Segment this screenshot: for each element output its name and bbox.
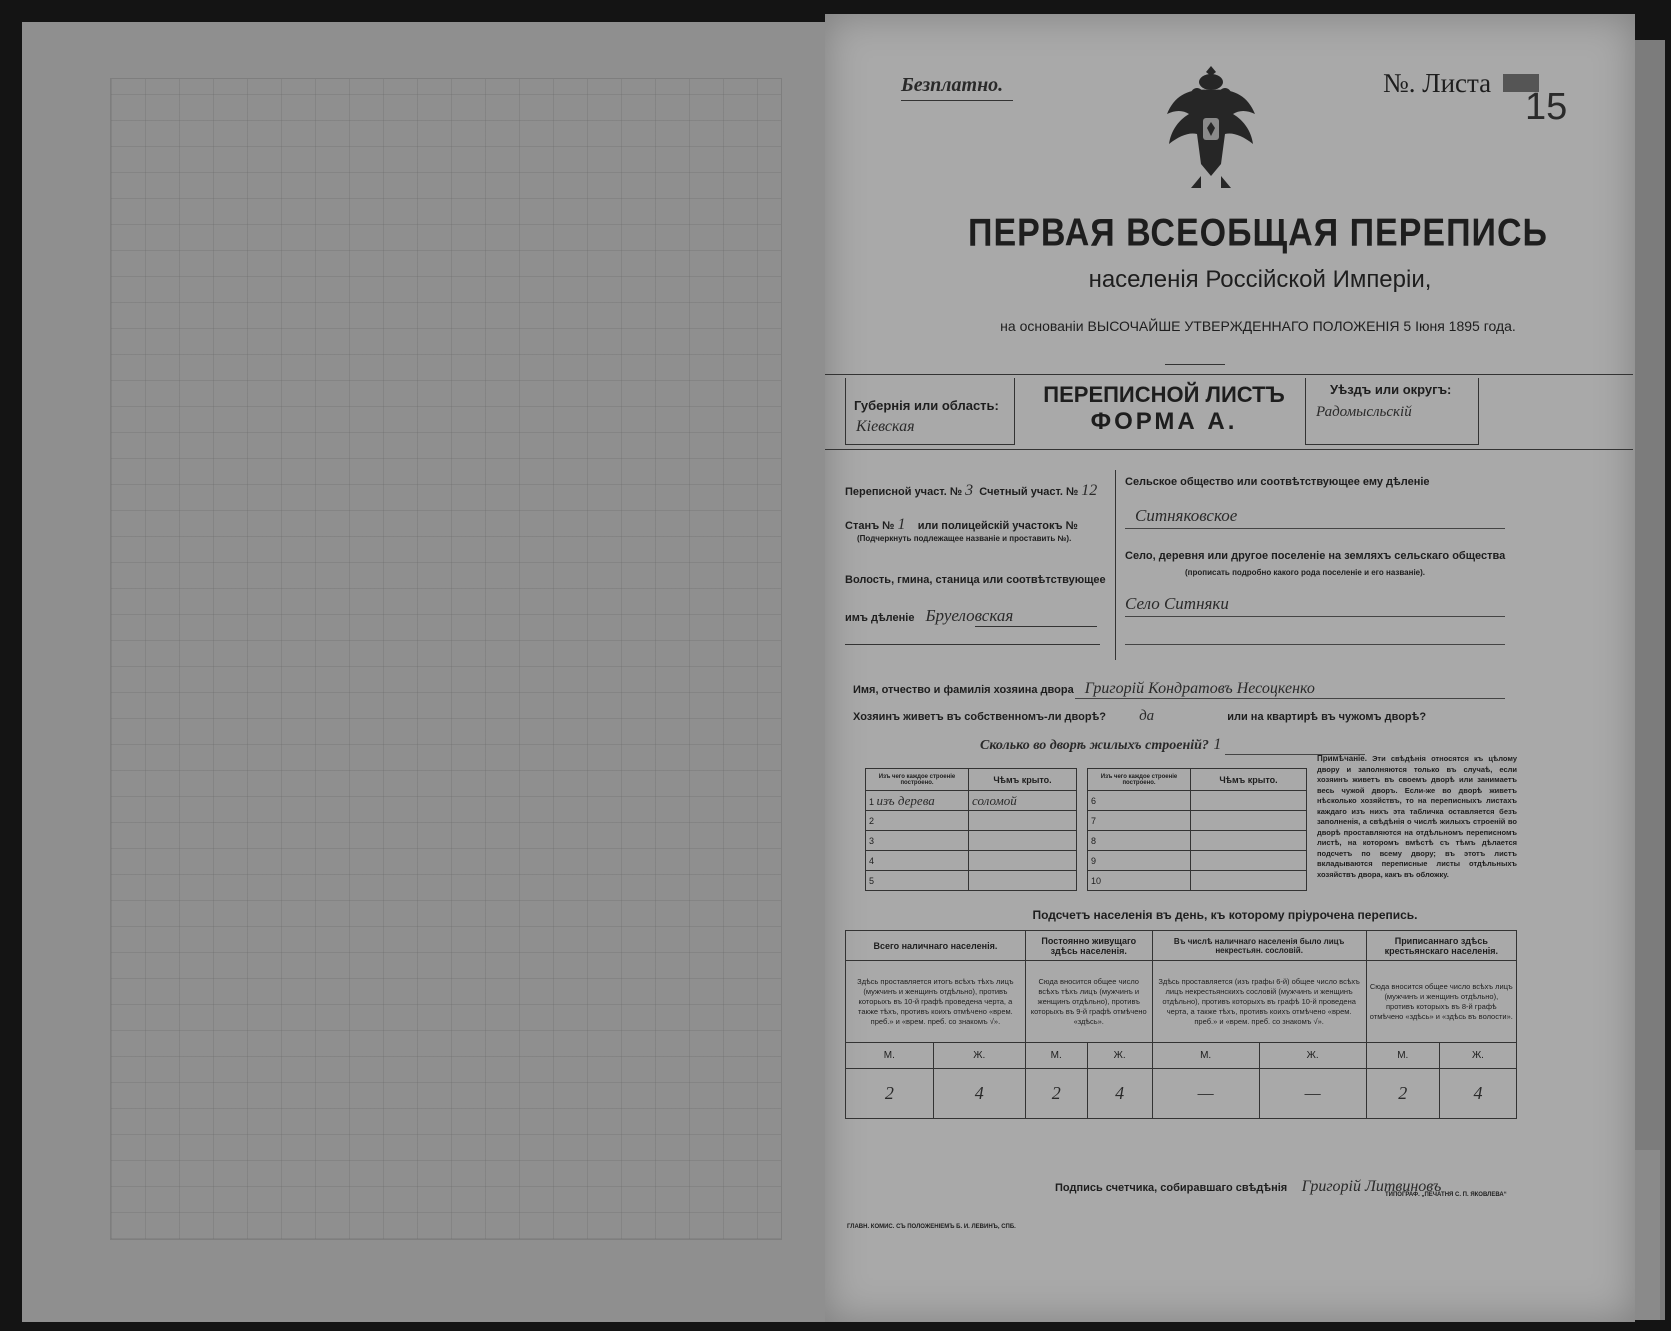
society-underline <box>1125 528 1505 529</box>
buildings-row <box>980 736 1221 754</box>
row-number: 8 <box>1088 831 1191 851</box>
buildings-table-right <box>1087 768 1307 891</box>
col-material-header: Изъ чего каждое строеніе построено. <box>1088 769 1191 791</box>
uezd-value: Радомысльскій <box>1316 404 1412 420</box>
own-house-row <box>853 708 1426 725</box>
left-page-faint-grid <box>110 78 782 1240</box>
table-row <box>1088 871 1307 891</box>
volost-row <box>845 606 1013 626</box>
col-material-header: Изъ чего каждое строеніе построено. <box>866 769 969 791</box>
schetny-label: Счетный участ. № <box>979 486 1079 498</box>
table-row <box>866 831 1077 851</box>
buildings-value: 1 <box>1213 736 1222 753</box>
note-text: Эти свѣдѣнія относятся къ цѣлому двору и заполняются только въ случаѣ, если хозяинъ живетъ въ своемъ дворѣ или занимаетъ весь чужой дворъ. Если-же во дворѣ живетъ нѣсколько хозяйствъ, то на переписныхъ листахъ каждаго изъ нихъ эта табличка оставляется безъ заполненія, а свѣдѣнія о числѣ жилыхъ строеній во дворѣ проставляются на отдѣльномъ переписномъ листѣ, на которомъ вмѣстѣ съ тѣмъ дѣлается подсчетъ по всему двору; въ этотъ листъ вкладываются переписные листы отдѣльныхъ хозяйствъ двора, какъ въ обложку. <box>1317 754 1517 879</box>
perepisnoy-label: Переписной участ. № <box>845 486 963 498</box>
pop-value: 4 <box>1087 1069 1152 1119</box>
note-title: Примѣчаніе. <box>1317 754 1367 763</box>
rent-label: или на квартирѣ въ чужомъ дворѣ? <box>1227 711 1427 723</box>
f-label: Ж. <box>1087 1043 1152 1069</box>
owner-underline <box>1075 698 1505 699</box>
imperial-eagle-icon <box>1161 64 1261 192</box>
f-label: Ж. <box>1439 1043 1516 1069</box>
table-row <box>866 791 1077 811</box>
schetny-value: 12 <box>1081 482 1098 499</box>
pop-value: — <box>1152 1069 1259 1119</box>
row-number: 7 <box>1088 811 1191 831</box>
owner-label: Имя, отчество и фамилія хозяина двора <box>853 684 1074 696</box>
guberniya-label: Губернія или область: <box>854 398 999 413</box>
pop-value: 2 <box>1366 1069 1439 1119</box>
table-row <box>866 811 1077 831</box>
fields-separator <box>1115 470 1116 660</box>
pop-value: — <box>1259 1069 1366 1119</box>
police-label: или полицейскій участокъ № <box>917 520 1078 532</box>
village-underline <box>1125 616 1505 617</box>
village-underline-2 <box>1125 644 1505 645</box>
village-value: Село Ситняки <box>1125 594 1229 613</box>
table-row <box>846 1069 1517 1119</box>
row-number: 10 <box>1088 871 1191 891</box>
signature-row <box>1055 1178 1441 1196</box>
pop-group-desc: Здѣсь проставляется (изъ графы 6-й) общее число всѣхъ лицъ некрестьянскихъ сословій (мужчинъ и женщинъ отдѣльно), противъ которыхъ въ графѣ 10-й проведена черта, а также тѣхъ, противъ коихъ отмѣчено «врем. преб.» и «врем. преб. со знакомъ √». <box>1152 961 1366 1043</box>
table-row <box>866 851 1077 871</box>
stan-label: Станъ № <box>845 520 895 532</box>
col-roof-header: Чѣмъ крыто. <box>969 769 1077 791</box>
volost-underline <box>975 626 1097 627</box>
census-basis: на основаніи ВЫСОЧАЙШЕ УТВЕРЖДЕННАГО ПОЛОЖЕНІЯ 5 Іюня 1895 года. <box>1000 318 1516 334</box>
pop-group-head: Всего наличнаго населенія. <box>846 931 1026 961</box>
pop-value: 2 <box>846 1069 934 1119</box>
m-label: М. <box>1025 1043 1087 1069</box>
row-number: 2 <box>866 811 969 831</box>
pop-group-desc: Сюда вносится общее число всѣхъ лицъ (мужчинъ и женщинъ отдѣльно), противъ которыхъ въ 8-й графѣ отмѣчено «здѣсь» и «здѣсь въ волости». <box>1366 961 1516 1043</box>
census-subtitle: населенія Россійской Имперіи, <box>1088 266 1432 293</box>
pop-group-head: Въ числѣ наличнаго населенія было лицъ некрестьян. сословій. <box>1152 931 1366 961</box>
form-name-line1: ПЕРЕПИСНОЙ ЛИСТЪ <box>1043 382 1285 407</box>
village-label: Село, деревня или другое поселеніе на земляхъ сельскаго общества <box>1125 550 1506 562</box>
form-name <box>1029 382 1299 436</box>
own-house-label: Хозяинъ живетъ въ собственномъ-ли дворѣ? <box>853 711 1107 723</box>
pop-value: 2 <box>1025 1069 1087 1119</box>
table-row <box>1088 831 1307 851</box>
m-label: М. <box>1152 1043 1259 1069</box>
sheet-number-written: 15 <box>1525 86 1568 128</box>
roof-value: соломой <box>972 792 1017 808</box>
material-value: изъ дерева <box>876 792 935 808</box>
uezd-box <box>1305 378 1479 445</box>
volost-label-2: имъ дѣленіе <box>845 612 915 624</box>
table-row <box>1088 811 1307 831</box>
row-number: 4 <box>866 851 969 871</box>
population-title: Подсчетъ населенія въ день, къ которому пріурочена перепись. <box>1032 908 1418 922</box>
row-number: 1 <box>869 796 875 807</box>
imprint-left: ГЛАВН. КОМИС. СЪ ПОЛОЖЕНІЕМЪ Б. И. ЛЕВИНЪ, СПБ. <box>847 1224 1016 1230</box>
f-label: Ж. <box>1259 1043 1366 1069</box>
village-note: (прописать подробно какого рода поселеніе и его названіе). <box>1185 568 1426 577</box>
guberniya-box <box>845 378 1015 445</box>
table-row <box>846 1043 1517 1069</box>
volost-underline-2 <box>845 644 1100 645</box>
society-label: Сельское общество или соотвѣтствующее ему дѣленіе <box>1125 476 1430 488</box>
volost-label-1: Волость, гмина, станица или соотвѣтствующее <box>845 574 1106 586</box>
uezd-label: Уѣздъ или округъ: <box>1330 382 1452 397</box>
table-row <box>1088 851 1307 871</box>
census-form-page <box>825 14 1635 1322</box>
pop-value: 4 <box>933 1069 1025 1119</box>
perepisnoy-value: 3 <box>965 482 974 499</box>
buildings-table-left <box>865 768 1077 891</box>
pop-group-head: Постоянно живущаго здѣсь населенія. <box>1025 931 1152 961</box>
imprint-right: ТИПОГРАФ. „ПЕЧАТНЯ С. П. ЯКОВЛЕВА“ <box>1385 1192 1507 1198</box>
guberniya-value: Кіевская <box>856 418 915 435</box>
owner-value: Григорій Кондратовъ Несоцкенко <box>1084 680 1315 697</box>
row-number: 6 <box>1088 791 1191 811</box>
perepisnoy-row <box>845 482 1097 500</box>
pop-value: 4 <box>1439 1069 1516 1119</box>
f-label: Ж. <box>933 1043 1025 1069</box>
free-label-underline <box>901 100 1013 101</box>
volost-value: Бруеловская <box>925 606 1014 625</box>
signature-value: Григорій Литвиновъ <box>1301 1178 1442 1195</box>
stan-row <box>845 516 1078 534</box>
free-label: Безплатно. <box>901 74 1004 96</box>
owner-row <box>853 680 1315 698</box>
sheet-number-label: №. Листа <box>1383 68 1492 98</box>
note-block <box>1317 754 1517 880</box>
signature-label: Подпись счетчика, собиравшаго свѣдѣнія <box>1055 1182 1288 1194</box>
ornament-divider <box>1165 364 1225 365</box>
stan-value: 1 <box>897 516 906 533</box>
m-label: М. <box>1366 1043 1439 1069</box>
underline-note: (Подчеркнуть подлежащее названіе и проставить №). <box>857 534 1072 543</box>
society-value: Ситняковское <box>1135 506 1238 525</box>
table-row <box>1088 791 1307 811</box>
row-number: 9 <box>1088 851 1191 871</box>
population-table <box>845 930 1517 1119</box>
table-row <box>866 871 1077 891</box>
row-number: 5 <box>866 871 969 891</box>
pop-group-desc: Здѣсь проставляется итогъ всѣхъ тѣхъ лицъ (мужчинъ и женщинъ отдѣльно), противъ которыхъ въ 10-й графѣ проведена черта, а также тѣхъ, противъ коихъ отмѣчено «врем. преб.» и «врем. преб. со знакомъ √». <box>846 961 1026 1043</box>
row-number: 3 <box>866 831 969 851</box>
own-house-value: да <box>1139 708 1155 724</box>
pop-group-desc: Сюда вносится общее число всѣхъ тѣхъ лицъ (мужчинъ и женщинъ отдѣльно), противъ которыхъ въ 9-й графѣ отмѣчено «здѣсь». <box>1025 961 1152 1043</box>
census-title: ПЕРВАЯ ВСЕОБЩАЯ ПЕРЕПИСЬ <box>968 211 1548 255</box>
form-name-line2: ФОРМА А. <box>1090 408 1238 435</box>
pop-group-head: Приписаннаго здѣсь крестьянскаго населенія. <box>1366 931 1516 961</box>
table-row <box>846 931 1517 961</box>
buildings-label: Сколько во дворѣ жилыхъ строеній? <box>980 738 1209 753</box>
col-roof-header: Чѣмъ крыто. <box>1191 769 1307 791</box>
m-label: М. <box>846 1043 934 1069</box>
table-row <box>846 961 1517 1043</box>
